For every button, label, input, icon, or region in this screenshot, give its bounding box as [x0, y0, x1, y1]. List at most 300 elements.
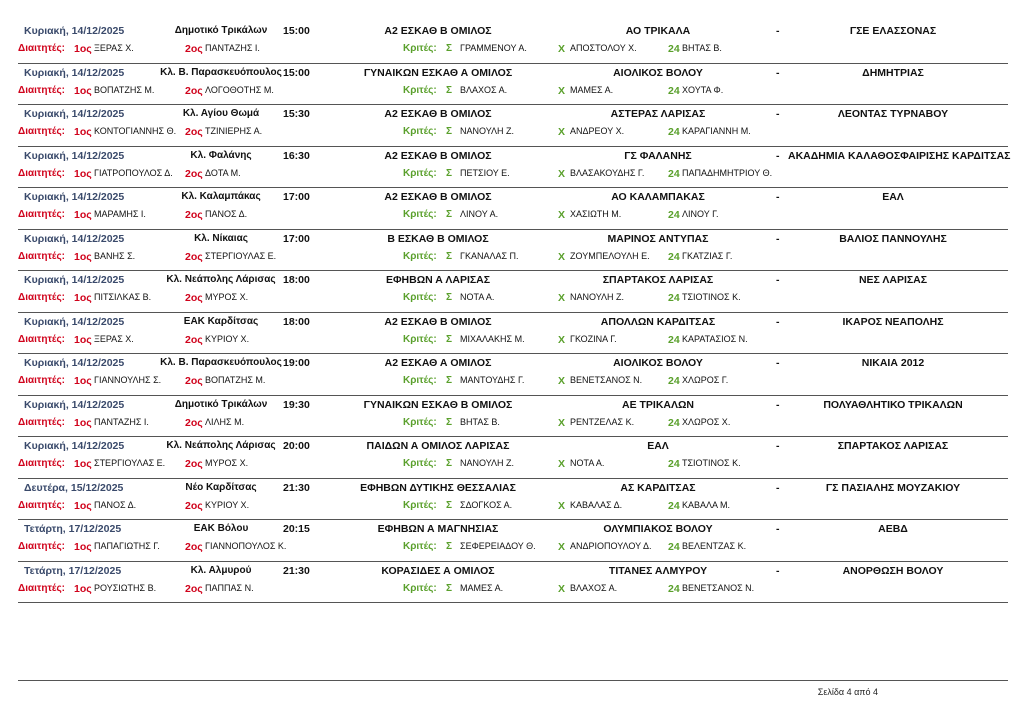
match-info-line: [18, 565, 1008, 581]
shotclock-name: ΚΑΡΑΓΙΑΝΝΗ Μ.: [682, 126, 751, 136]
match-date: Κυριακή, 14/12/2025: [24, 315, 125, 328]
officials-line: [18, 375, 1008, 389]
scorer-name: ΜΙΧΑΛΑΚΗΣ Μ.: [460, 333, 525, 344]
match-venue: Κλ. Νίκαιας: [194, 232, 248, 244]
versus-dash: -: [776, 191, 780, 203]
match-time: 17:00: [283, 191, 310, 203]
judges-label: Κριτές:: [403, 250, 437, 262]
officials-line: [18, 417, 1008, 431]
match-info-line: [18, 482, 1008, 498]
match-venue: ΕΑΚ Καρδίτσας: [183, 315, 259, 327]
match-venue: Κλ. Αγίου Θωμά: [182, 108, 260, 119]
match-date: Κυριακή, 14/12/2025: [24, 398, 125, 411]
first-referee-label: 1ος: [74, 375, 92, 387]
scorer-label: Σ: [446, 209, 453, 220]
second-referee-label: 2ος: [185, 458, 203, 470]
away-team: ΝΙΚΑΙΑ 2012: [861, 357, 925, 369]
away-team: ΑΝΟΡΘΩΣΗ ΒΟΛΟΥ: [842, 564, 944, 577]
judges-label: Κριτές:: [403, 209, 437, 220]
officials-line: [18, 292, 1008, 306]
timer-label: Χ: [558, 209, 566, 221]
referees-label: Διαιτητές:: [18, 499, 65, 511]
match-date: Κυριακή, 14/12/2025: [24, 108, 125, 120]
match-date: Δευτέρα, 15/12/2025: [24, 481, 124, 494]
timer-label: Χ: [558, 582, 566, 595]
home-team: ΟΛΥΜΠΙΑΚΟΣ ΒΟΛΟΥ: [603, 523, 713, 535]
match-date: Κυριακή, 14/12/2025: [24, 440, 125, 452]
scorer-label: Σ: [446, 250, 453, 262]
match-time: 19:00: [283, 357, 310, 369]
versus-dash: -: [776, 108, 780, 120]
match-league: Α2 ΕΣΚΑΘ Β ΟΜΙΛΟΣ: [384, 108, 492, 120]
second-referee: ΚΥΡΙΟΥ Χ.: [205, 499, 250, 510]
scorer-label: Σ: [446, 292, 453, 303]
second-referee: ΤΖΙΝΙΕΡΗΣ Α.: [205, 126, 263, 136]
officials-line: [18, 126, 1008, 140]
second-referee-label: 2ος: [185, 541, 203, 553]
scorer-label: Σ: [446, 333, 453, 345]
referees-label: Διαιτητές:: [18, 416, 65, 428]
judges-label: Κριτές:: [403, 582, 437, 594]
footer-divider: [18, 680, 1008, 681]
shotclock-name: ΧΛΩΡΟΣ Χ.: [682, 416, 731, 427]
second-referee-label: 2ος: [185, 333, 203, 346]
match-league: Α2 ΕΣΚΑΘ Β ΟΜΙΛΟΣ: [384, 315, 492, 328]
judges-label: Κριτές:: [403, 84, 437, 96]
scorer-name: ΒΗΤΑΣ Β.: [460, 416, 500, 427]
shotclock-label: 24: [668, 582, 680, 595]
shotclock-label: 24: [668, 84, 680, 97]
second-referee-label: 2ος: [185, 416, 203, 429]
shotclock-label: 24: [668, 167, 680, 180]
shotclock-name: ΤΣΙΟΤΙΝΟΣ Κ.: [682, 292, 741, 302]
match-venue: Κλ. Καλαμπάκας: [181, 191, 261, 202]
judges-label: Κριτές:: [403, 167, 437, 179]
match-row: [18, 105, 1008, 147]
home-team: ΑΙΟΛΙΚΟΣ ΒΟΛΟΥ: [613, 66, 703, 79]
referees-label: Διαιτητές:: [18, 292, 65, 303]
timer-name: ΝΑΝΟΥΛΗ Ζ.: [570, 292, 625, 302]
match-date: Κυριακή, 14/12/2025: [24, 357, 125, 369]
second-referee: ΒΟΠΑΤΖΗΣ Μ.: [205, 375, 266, 385]
versus-dash: -: [776, 315, 780, 328]
first-referee: ΓΙΑΤΡΟΠΟΥΛΟΣ Δ.: [94, 167, 173, 178]
away-team: ΓΣΕ ΕΛΑΣΣΟΝΑΣ: [849, 25, 937, 37]
match-venue: Δημοτικό Τρικάλων: [174, 398, 268, 410]
second-referee-label: 2ος: [185, 375, 203, 387]
shotclock-label: 24: [668, 375, 680, 387]
match-info-line: [18, 108, 1008, 124]
timer-name: ΧΑΣΙΩΤΗ Μ.: [570, 209, 622, 219]
first-referee: ΞΕΡΑΣ Χ.: [94, 43, 134, 53]
home-team: ΓΣ ΦΑΛΑΝΗΣ: [624, 149, 692, 162]
referees-label: Διαιτητές:: [18, 209, 65, 220]
referees-label: Διαιτητές:: [18, 375, 65, 386]
scorer-label: Σ: [446, 582, 453, 594]
away-team: ΠΟΛΥΑΘΛΗΤΙΚΟ ΤΡΙΚΑΛΩΝ: [823, 398, 963, 411]
timer-label: Χ: [558, 292, 566, 304]
timer-name: ΑΠΟΣΤΟΛΟΥ Χ.: [570, 43, 637, 53]
scorer-label: Σ: [446, 375, 453, 386]
shotclock-label: 24: [668, 250, 680, 263]
timer-name: ΒΛΑΧΟΣ Α.: [570, 582, 618, 593]
scorer-name: ΜΑΜΕΣ Α.: [460, 582, 504, 593]
match-venue: Κλ. Αλμυρού: [190, 564, 252, 576]
officials-line: [18, 541, 1008, 555]
second-referee-label: 2ος: [185, 582, 203, 595]
timer-label: Χ: [558, 43, 566, 55]
page-number: Σελίδα 4 από 4: [817, 687, 878, 697]
match-time: 19:30: [283, 398, 310, 411]
versus-dash: -: [776, 564, 780, 577]
match-row: [18, 64, 1008, 106]
officials-line: [18, 43, 1008, 57]
match-league: ΓΥΝΑΙΚΩΝ ΕΣΚΑΘ Α ΟΜΙΛΟΣ: [363, 66, 513, 79]
match-time: 17:00: [283, 232, 310, 245]
home-team: ΣΠΑΡΤΑΚΟΣ ΛΑΡΙΣΑΣ: [602, 274, 714, 286]
timer-name: ΡΕΝΤΖΕΛΑΣ Κ.: [570, 416, 635, 427]
versus-dash: -: [776, 274, 780, 286]
shotclock-label: 24: [668, 333, 680, 346]
match-venue: Νέο Καρδίτσας: [185, 481, 257, 493]
match-info-line: [18, 274, 1008, 290]
match-venue: Κλ. Νεάπολης Λάρισας: [166, 440, 276, 451]
match-time: 20:00: [283, 440, 310, 452]
second-referee: ΠΑΠΠΑΣ Ν.: [205, 582, 254, 593]
timer-label: Χ: [558, 333, 566, 346]
versus-dash: -: [776, 357, 780, 369]
match-league: ΕΦΗΒΩΝ Α ΜΑΓΝΗΣΙΑΣ: [377, 523, 499, 535]
match-time: 16:30: [283, 149, 310, 162]
match-time: 15:30: [283, 108, 310, 120]
shotclock-name: ΚΑΡΑΤΑΣΙΟΣ Ν.: [682, 333, 748, 344]
scorer-name: ΣΔΟΓΚΟΣ Α.: [460, 499, 513, 510]
timer-label: Χ: [558, 167, 566, 180]
home-team: ΕΑΛ: [647, 440, 669, 452]
first-referee: ΞΕΡΑΣ Χ.: [94, 333, 134, 344]
first-referee-label: 1ος: [74, 458, 92, 470]
shotclock-label: 24: [668, 499, 680, 512]
timer-name: ΝΟΤΑ Α.: [570, 458, 605, 468]
home-team: ΑΟ ΚΑΛΑΜΠΑΚΑΣ: [611, 191, 705, 203]
match-date: Κυριακή, 14/12/2025: [24, 232, 125, 245]
second-referee-label: 2ος: [185, 126, 203, 138]
shotclock-label: 24: [668, 292, 680, 304]
versus-dash: -: [776, 232, 780, 245]
scorer-name: ΒΛΑΧΟΣ Α.: [460, 84, 508, 95]
versus-dash: -: [776, 66, 780, 79]
match-venue: ΕΑΚ Βόλου: [193, 523, 249, 534]
referees-label: Διαιτητές:: [18, 43, 65, 54]
scorer-label: Σ: [446, 43, 453, 54]
shotclock-name: ΒΗΤΑΣ Β.: [682, 43, 722, 53]
match-row: [18, 437, 1008, 479]
schedule-table: [18, 22, 1011, 603]
match-row: [18, 520, 1008, 562]
timer-label: Χ: [558, 84, 566, 97]
shotclock-name: ΚΑΒΑΛΑ Μ.: [682, 499, 731, 510]
shotclock-label: 24: [668, 209, 680, 221]
second-referee-label: 2ος: [185, 292, 203, 304]
scorer-name: ΝΟΤΑ Α.: [460, 292, 495, 302]
first-referee-label: 1ος: [74, 43, 92, 55]
match-time: 21:30: [283, 564, 310, 577]
match-row: [18, 230, 1008, 272]
second-referee: ΚΥΡΙΟΥ Χ.: [205, 333, 250, 344]
match-info-line: [18, 316, 1008, 332]
timer-label: Χ: [558, 375, 566, 387]
match-league: ΠΑΙΔΩΝ Α ΟΜΙΛΟΣ ΛΑΡΙΣΑΣ: [366, 440, 510, 452]
shotclock-name: ΒΕΛΕΝΤΖΑΣ Κ.: [682, 541, 747, 551]
match-info-line: [18, 357, 1008, 373]
scorer-label: Σ: [446, 416, 453, 428]
shotclock-name: ΧΛΩΡΟΣ Γ.: [682, 375, 729, 385]
match-league: Α2 ΕΣΚΑΘ Α ΟΜΙΛΟΣ: [384, 357, 492, 369]
second-referee: ΔΟΤΑ Μ.: [205, 167, 241, 178]
second-referee: ΛΙΛΗΣ Μ.: [205, 416, 245, 427]
match-venue: Κλ. Νεάπολης Λάρισας: [166, 274, 276, 285]
timer-label: Χ: [558, 126, 566, 138]
shotclock-label: 24: [668, 541, 680, 553]
first-referee: ΜΑΡΑΜΗΣ Ι.: [94, 209, 146, 219]
scorer-name: ΝΑΝΟΥΛΗ Ζ.: [460, 458, 515, 468]
match-date: Κυριακή, 14/12/2025: [24, 191, 125, 203]
referees-label: Διαιτητές:: [18, 126, 65, 137]
timer-label: Χ: [558, 250, 566, 263]
first-referee: ΠΑΝΤΑΖΗΣ Ι.: [94, 416, 149, 427]
versus-dash: -: [776, 398, 780, 411]
first-referee: ΚΟΝΤΟΓΙΑΝΝΗΣ Θ.: [94, 126, 177, 136]
officials-line: [18, 583, 1008, 597]
second-referee-label: 2ος: [185, 43, 203, 55]
officials-line: [18, 251, 1008, 265]
timer-label: Χ: [558, 458, 566, 470]
referees-label: Διαιτητές:: [18, 333, 65, 345]
match-row: [18, 354, 1008, 396]
judges-label: Κριτές:: [403, 541, 437, 552]
referees-label: Διαιτητές:: [18, 167, 65, 179]
versus-dash: -: [776, 523, 780, 535]
second-referee: ΜΥΡΟΣ Χ.: [205, 292, 249, 302]
first-referee: ΣΤΕΡΓΙΟΥΛΑΣ Ε.: [94, 458, 166, 468]
match-date: Τετάρτη, 17/12/2025: [24, 523, 122, 535]
timer-label: Χ: [558, 541, 566, 553]
match-row: [18, 562, 1008, 604]
officials-line: [18, 168, 1008, 182]
first-referee-label: 1ος: [74, 167, 92, 180]
officials-line: [18, 458, 1008, 472]
match-date: Τετάρτη, 17/12/2025: [24, 564, 122, 577]
second-referee: ΠΑΝΟΣ Δ.: [205, 209, 248, 219]
match-info-line: [18, 149, 1011, 166]
match-venue: Κλ. Φαλάνης: [190, 149, 252, 161]
match-date: Κυριακή, 14/12/2025: [24, 149, 125, 162]
first-referee: ΓΙΑΝΝΟΥΛΗΣ Σ.: [94, 375, 162, 385]
timer-name: ΓΚΟΖΙΝΑ Γ.: [570, 333, 617, 344]
match-time: 18:00: [283, 274, 310, 286]
match-date: Κυριακή, 14/12/2025: [24, 66, 125, 79]
shotclock-name: ΠΑΠΑΔΗΜΗΤΡΙΟΥ Θ.: [682, 167, 773, 178]
judges-label: Κριτές:: [403, 292, 437, 303]
home-team: ΤΙΤΑΝΕΣ ΑΛΜΥΡΟΥ: [608, 564, 708, 577]
referees-label: Διαιτητές:: [18, 250, 65, 262]
home-team: ΜΑΡΙΝΟΣ ΑΝΤΥΠΑΣ: [607, 232, 709, 245]
versus-dash: -: [776, 481, 780, 494]
judges-label: Κριτές:: [403, 458, 437, 469]
first-referee-label: 1ος: [74, 582, 92, 595]
judges-label: Κριτές:: [403, 333, 437, 345]
judges-label: Κριτές:: [403, 43, 437, 54]
match-info-line: [18, 399, 1008, 415]
scorer-label: Σ: [446, 84, 453, 96]
second-referee-label: 2ος: [185, 250, 203, 263]
first-referee-label: 1ος: [74, 209, 92, 221]
timer-name: ΑΝΔΡΕΟΥ Χ.: [570, 126, 625, 136]
second-referee: ΓΙΑΝΝΟΠΟΥΛΟΣ Κ.: [205, 541, 287, 551]
scorer-label: Σ: [446, 167, 453, 179]
match-date: Κυριακή, 14/12/2025: [24, 274, 125, 286]
match-row: [18, 313, 1008, 355]
home-team: ΑΟ ΤΡΙΚΑΛΑ: [625, 25, 691, 37]
second-referee-label: 2ος: [185, 499, 203, 512]
match-row: [18, 22, 1008, 64]
referees-label: Διαιτητές:: [18, 84, 65, 96]
scorer-label: Σ: [446, 126, 453, 137]
timer-name: ΜΑΜΕΣ Α.: [570, 84, 614, 95]
away-team: ΛΕΟΝΤΑΣ ΤΥΡΝΑΒΟΥ: [837, 108, 949, 120]
match-league: Β ΕΣΚΑΘ Β ΟΜΙΛΟΣ: [387, 232, 489, 245]
away-team: ΔΗΜΗΤΡΙΑΣ: [862, 66, 924, 79]
match-league: ΓΥΝΑΙΚΩΝ ΕΣΚΑΘ Β ΟΜΙΛΟΣ: [363, 398, 513, 411]
match-info-line: [18, 25, 1008, 41]
second-referee-label: 2ος: [185, 167, 203, 180]
match-league: Α2 ΕΣΚΑΘ Β ΟΜΙΛΟΣ: [384, 149, 492, 162]
second-referee: ΣΤΕΡΓΙΟΥΛΑΣ Ε.: [205, 250, 277, 261]
scorer-label: Σ: [446, 499, 453, 511]
match-info-line: [18, 233, 1008, 249]
timer-name: ΒΛΑΣΑΚΟΥΔΗΣ Γ.: [570, 167, 645, 178]
second-referee-label: 2ος: [185, 209, 203, 221]
scorer-name: ΜΑΝΤΟΥΔΗΣ Γ.: [460, 375, 525, 385]
scorer-label: Σ: [446, 458, 453, 469]
judges-label: Κριτές:: [403, 499, 437, 511]
timer-name: ΑΝΔΡΙΟΠΟΥΛΟΥ Δ.: [570, 541, 652, 551]
match-league: ΕΦΗΒΩΝ Α ΛΑΡΙΣΑΣ: [385, 274, 491, 286]
officials-line: [18, 209, 1008, 223]
first-referee-label: 1ος: [74, 84, 92, 97]
away-team: ΙΚΑΡΟΣ ΝΕΑΠΟΛΗΣ: [842, 315, 944, 328]
shotclock-label: 24: [668, 126, 680, 138]
shotclock-name: ΛΙΝΟΥ Γ.: [682, 209, 719, 219]
match-row: [18, 271, 1008, 313]
match-venue: Κλ. Β. Παρασκευόπουλος: [160, 66, 282, 78]
versus-dash: -: [776, 149, 780, 162]
match-time: 15:00: [283, 66, 310, 79]
match-time: 20:15: [283, 523, 310, 535]
first-referee: ΠΑΝΟΣ Δ.: [94, 499, 137, 510]
first-referee: ΒΟΠΑΤΖΗΣ Μ.: [94, 84, 155, 95]
scorer-label: Σ: [446, 541, 453, 552]
first-referee-label: 1ος: [74, 416, 92, 429]
first-referee-label: 1ος: [74, 292, 92, 304]
shotclock-label: 24: [668, 458, 680, 470]
shotclock-label: 24: [668, 416, 680, 429]
match-info-line: [18, 440, 1008, 456]
away-team: ΒΑΛΙΟΣ ΠΑΝΝΟΥΛΗΣ: [839, 232, 947, 245]
timer-label: Χ: [558, 416, 566, 429]
match-time: 15:00: [283, 25, 310, 37]
shotclock-label: 24: [668, 43, 680, 55]
home-team: ΑΣ ΚΑΡΔΙΤΣΑΣ: [620, 481, 696, 494]
judges-label: Κριτές:: [403, 126, 437, 137]
shotclock-name: ΓΚΑΤΖΙΑΣ Γ.: [682, 250, 733, 261]
first-referee: ΒΑΝΗΣ Σ.: [94, 250, 136, 261]
away-team: ΝΕΣ ΛΑΡΙΣΑΣ: [858, 274, 928, 286]
second-referee: ΜΥΡΟΣ Χ.: [205, 458, 249, 468]
match-info-line: [18, 67, 1008, 83]
match-league: Α2 ΕΣΚΑΘ Β ΟΜΙΛΟΣ: [384, 191, 492, 203]
match-league: Α2 ΕΣΚΑΘ Β ΟΜΙΛΟΣ: [384, 25, 492, 37]
match-time: 21:30: [283, 481, 310, 494]
officials-line: [18, 334, 1008, 348]
judges-label: Κριτές:: [403, 416, 437, 428]
match-info-line: [18, 523, 1008, 539]
referees-label: Διαιτητές:: [18, 541, 65, 552]
versus-dash: -: [776, 25, 780, 37]
second-referee-label: 2ος: [185, 84, 203, 97]
away-team: ΣΠΑΡΤΑΚΟΣ ΛΑΡΙΣΑΣ: [837, 440, 949, 452]
second-referee: ΛΟΓΟΘΟΤΗΣ Μ.: [205, 84, 274, 95]
officials-line: [18, 500, 1008, 514]
timer-name: ΚΑΒΑΛΑΣ Δ.: [570, 499, 623, 510]
match-row: [18, 479, 1008, 521]
shotclock-name: ΤΣΙΟΤΙΝΟΣ Κ.: [682, 458, 741, 468]
first-referee-label: 1ος: [74, 541, 92, 553]
judges-label: Κριτές:: [403, 375, 437, 386]
timer-label: Χ: [558, 499, 566, 512]
scorer-name: ΣΕΦΕΡΕΙΑΔΟΥ Θ.: [460, 541, 536, 551]
scorer-name: ΓΡΑΜΜΕΝΟΥ Α.: [460, 43, 527, 53]
first-referee-label: 1ος: [74, 250, 92, 263]
match-league: ΚΟΡΑΣΙΔΕΣ Α ΟΜΙΛΟΣ: [381, 564, 495, 577]
first-referee: ΠΑΠΑΓΙΩΤΗΣ Γ.: [94, 541, 160, 551]
match-info-line: [18, 191, 1008, 207]
away-team: ΓΣ ΠΑΣΙΑΛΗΣ ΜΟΥΖΑΚΙΟΥ: [825, 481, 961, 494]
match-time: 18:00: [283, 315, 310, 328]
match-row: [18, 396, 1008, 438]
away-team: ΑΕΒΔ: [878, 523, 908, 535]
officials-line: [18, 85, 1008, 99]
first-referee-label: 1ος: [74, 126, 92, 138]
home-team: ΑΙΟΛΙΚΟΣ ΒΟΛΟΥ: [613, 357, 703, 369]
first-referee: ΡΟΥΣΙΩΤΗΣ Β.: [94, 582, 157, 593]
timer-name: ΒΕΝΕΤΣΑΝΟΣ Ν.: [570, 375, 643, 385]
first-referee-label: 1ος: [74, 499, 92, 512]
home-team: ΑΣΤΕΡΑΣ ΛΑΡΙΣΑΣ: [610, 108, 706, 120]
match-league: ΕΦΗΒΩΝ ΔΥΤΙΚΗΣ ΘΕΣΣΑΛΙΑΣ: [360, 481, 516, 494]
away-team: ΑΚΑΔΗΜΙΑ ΚΑΛΑΘΟΣΦΑΙΡΙΣΗΣ ΚΑΡΔΙΤΣΑΣ: [788, 149, 1011, 162]
shotclock-name: ΧΟΥΤΑ Φ.: [682, 84, 724, 95]
scorer-name: ΝΑΝΟΥΛΗ Ζ.: [460, 126, 515, 136]
match-venue: Δημοτικό Τρικάλων: [174, 25, 268, 36]
match-row: [18, 147, 1011, 189]
home-team: ΑΕ ΤΡΙΚΑΛΩΝ: [621, 398, 694, 411]
first-referee-label: 1ος: [74, 333, 92, 346]
referees-label: Διαιτητές:: [18, 458, 65, 469]
scorer-name: ΓΚΑΝΑΛΑΣ Π.: [460, 250, 519, 261]
referees-label: Διαιτητές:: [18, 582, 65, 594]
match-venue: Κλ. Β. Παρασκευόπουλος: [160, 357, 282, 368]
